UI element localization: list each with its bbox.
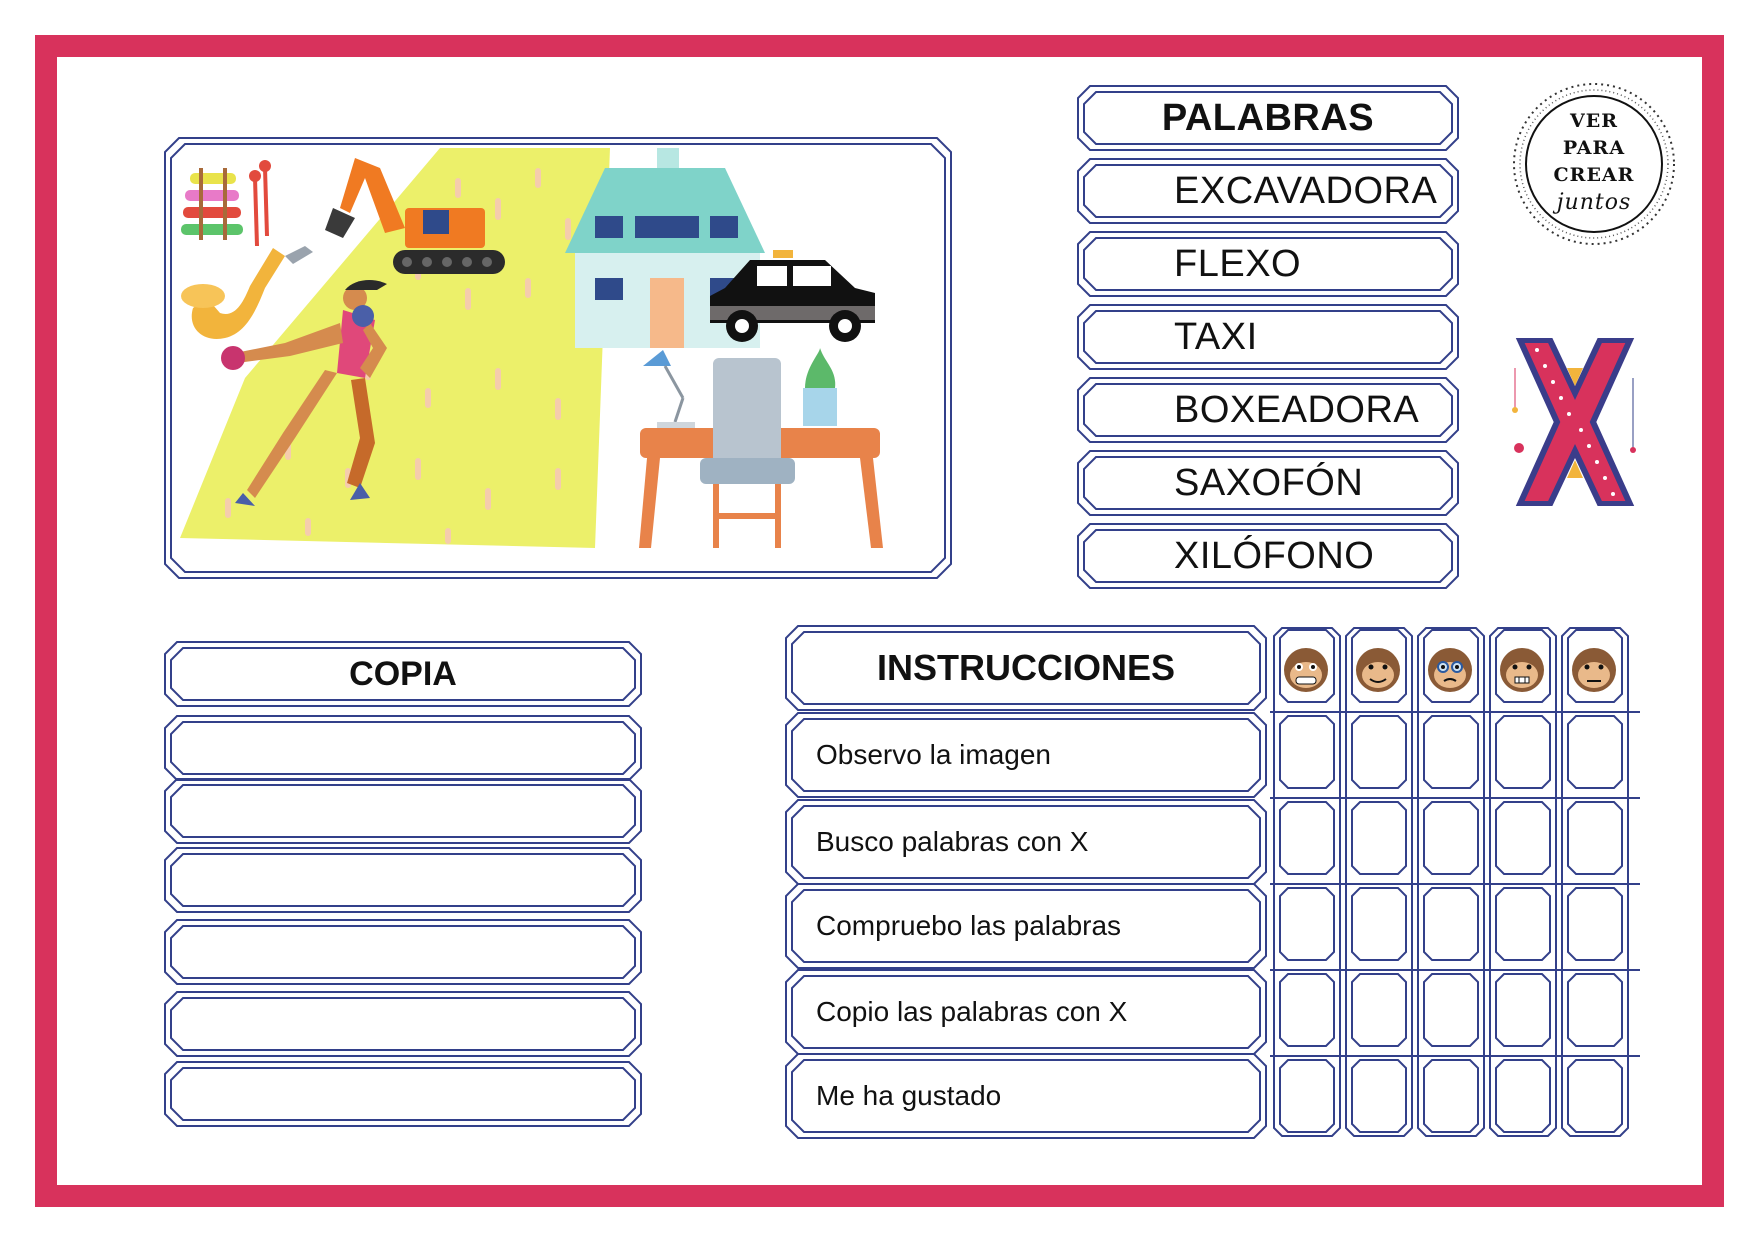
checkbox-cell[interactable]: [1280, 974, 1334, 1046]
evaluation-grid: [1270, 626, 1640, 1142]
word-label: EXCAVADORA: [1174, 169, 1438, 212]
instruction-step: [786, 884, 1266, 968]
instructions-header: [786, 626, 1266, 710]
logo-text: VER PARA CREAR juntos: [1553, 110, 1635, 215]
monkey-grin-icon: [1278, 640, 1334, 700]
instruction-step: [786, 800, 1266, 884]
checkbox-cell[interactable]: [1568, 716, 1622, 788]
checkbox-cell[interactable]: [1496, 1060, 1550, 1132]
checkbox-cell[interactable]: [1496, 716, 1550, 788]
instruction-step: [786, 970, 1266, 1054]
checkbox-cell[interactable]: [1424, 802, 1478, 874]
instructions-header-label: INSTRUCCIONES: [876, 647, 1176, 688]
copy-line-text: [165, 716, 641, 780]
copy-line-text: [165, 920, 641, 984]
word-label: TAXI: [1174, 315, 1258, 358]
checkbox-cell[interactable]: [1424, 1060, 1478, 1132]
word-item: [1078, 305, 1458, 369]
checkbox-cell[interactable]: [1280, 802, 1334, 874]
checkbox-cell[interactable]: [1424, 974, 1478, 1046]
checkbox-cell[interactable]: [1496, 974, 1550, 1046]
copy-line-text: [165, 848, 641, 912]
copy-line[interactable]: [165, 716, 641, 780]
words-header-label: PALABRAS: [1161, 96, 1375, 139]
checkbox-cell[interactable]: [1568, 802, 1622, 874]
copy-line-text: [165, 992, 641, 1056]
checkbox-cell[interactable]: [1352, 802, 1406, 874]
copy-line[interactable]: [165, 848, 641, 912]
copy-header: [165, 642, 641, 706]
word-item: [1078, 159, 1458, 223]
copy-line[interactable]: [165, 1062, 641, 1126]
checkbox-cell[interactable]: [1280, 1060, 1334, 1132]
word-item: [1078, 378, 1458, 442]
instruction-step: [786, 713, 1266, 797]
copy-header-label: COPIA: [349, 654, 457, 693]
checkbox-cell[interactable]: [1424, 716, 1478, 788]
checkbox-cell[interactable]: [1352, 1060, 1406, 1132]
monkey-smile-icon: [1350, 640, 1406, 700]
copy-line[interactable]: [165, 779, 641, 843]
instruction-step-text: Copio las palabras con X: [816, 996, 1128, 1027]
monkey-neutral-icon: [1566, 640, 1622, 700]
instruction-step-text: Observo la imagen: [816, 739, 1052, 770]
brand-logo: [1510, 80, 1678, 248]
instruction-step: [786, 1054, 1266, 1138]
copy-line[interactable]: [165, 920, 641, 984]
checkbox-cell[interactable]: [1352, 888, 1406, 960]
checkbox-cell[interactable]: [1352, 974, 1406, 1046]
word-label: XILÓFONO: [1174, 534, 1375, 577]
checkbox-cell[interactable]: [1496, 888, 1550, 960]
instruction-step-text: Compruebo las palabras: [816, 910, 1122, 941]
checkbox-cell[interactable]: [1280, 888, 1334, 960]
checkbox-cell[interactable]: [1280, 716, 1334, 788]
checkbox-cell[interactable]: [1568, 974, 1622, 1046]
words-header: [1078, 86, 1458, 150]
word-label: FLEXO: [1174, 242, 1302, 285]
checkbox-cell[interactable]: [1496, 802, 1550, 874]
word-item: [1078, 232, 1458, 296]
xylophone-icon: [181, 160, 271, 246]
instruction-step-text: Busco palabras con X: [816, 826, 1089, 857]
word-label: SAXOFÓN: [1174, 461, 1364, 504]
decorative-letter-x: [1505, 338, 1645, 506]
checkbox-cell[interactable]: [1352, 716, 1406, 788]
copy-line-text: [165, 1062, 641, 1126]
word-item: [1078, 524, 1458, 588]
checkbox-cell[interactable]: [1568, 1060, 1622, 1132]
word-label: BOXEADORA: [1174, 388, 1420, 431]
illustration-panel: [165, 138, 951, 578]
instruction-step-text: Me ha gustado: [816, 1080, 1002, 1111]
copy-line[interactable]: [165, 992, 641, 1056]
checkbox-cell[interactable]: [1424, 888, 1478, 960]
word-item: [1078, 451, 1458, 515]
monkey-teeth-icon: [1494, 640, 1550, 700]
desk-icon: [639, 348, 883, 548]
copy-line-text: [165, 779, 641, 843]
checkbox-cell[interactable]: [1568, 888, 1622, 960]
monkey-glasses-icon: [1422, 640, 1478, 700]
